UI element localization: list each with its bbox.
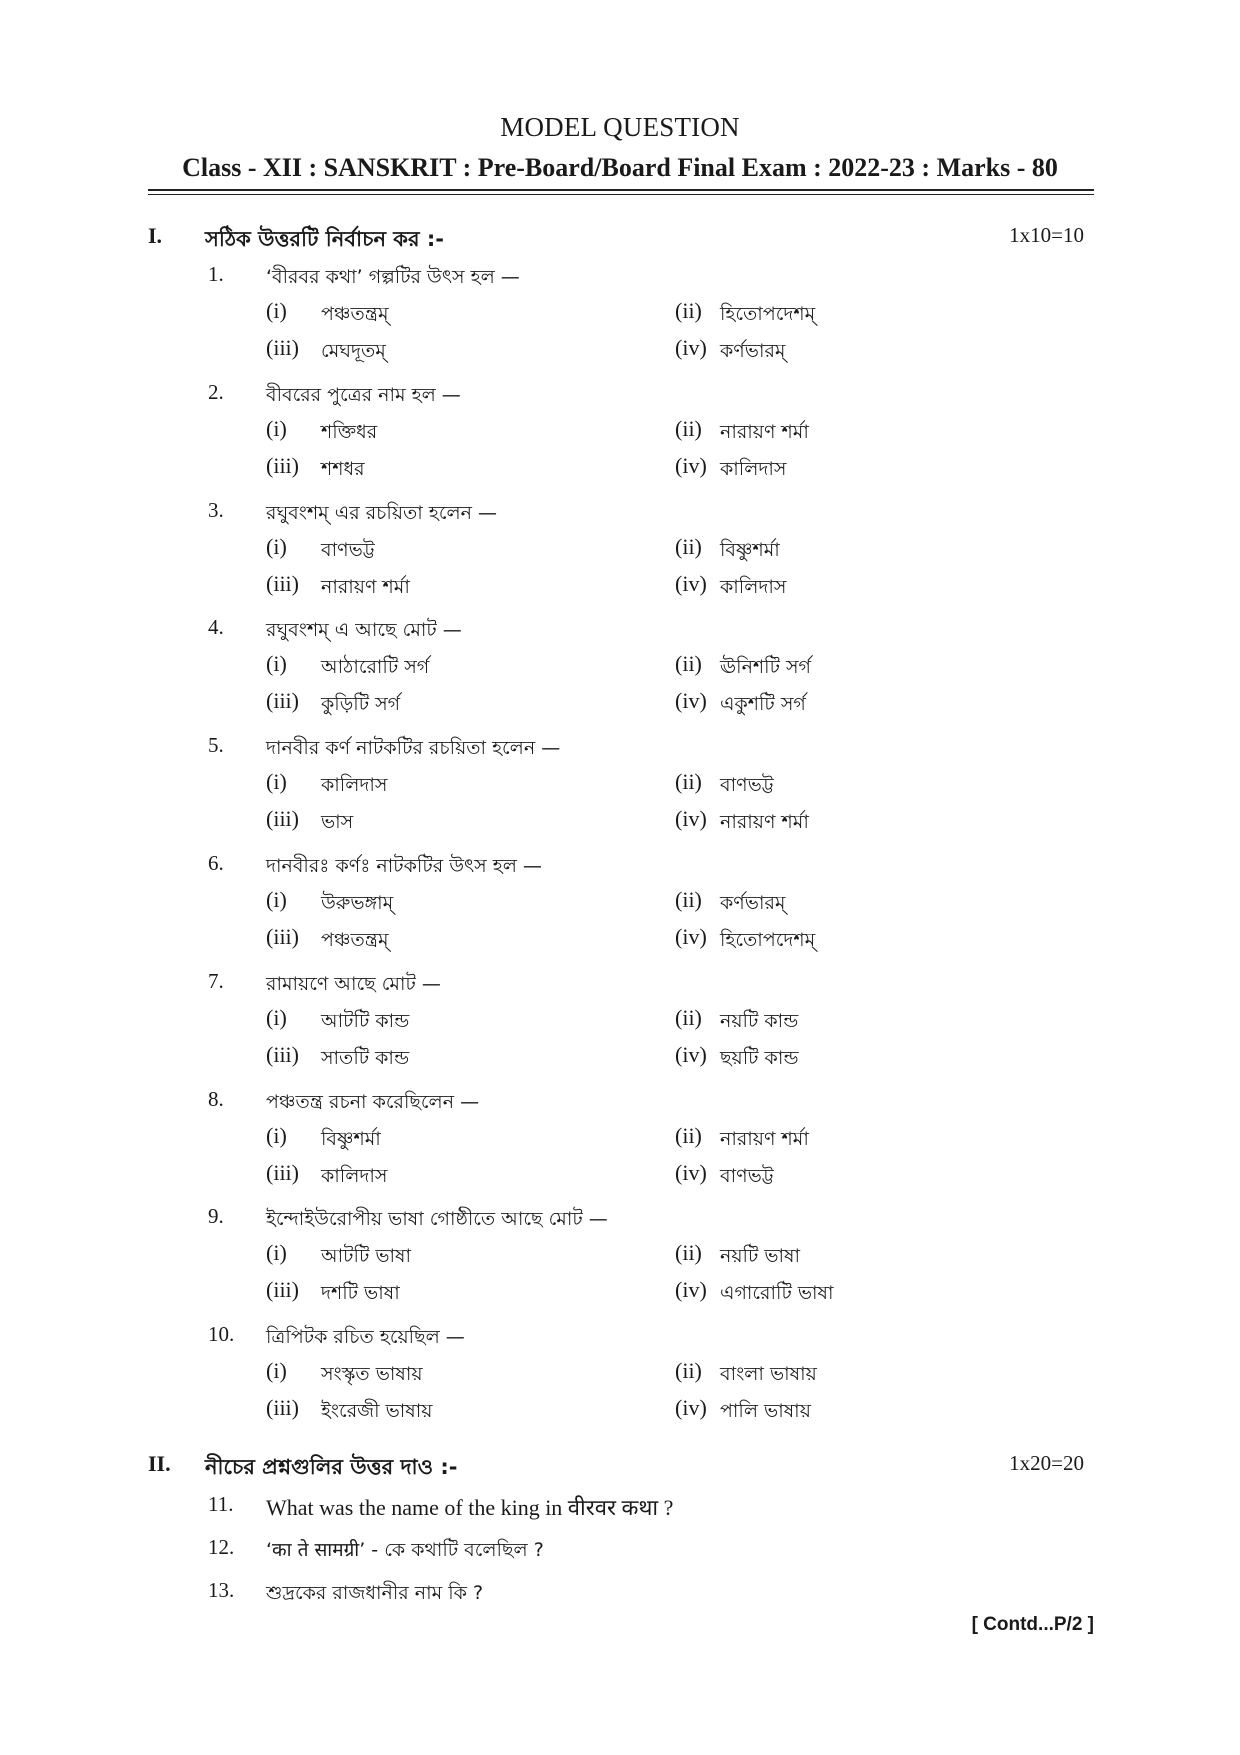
option-text: কালিদাস (720, 458, 787, 480)
option-label: (i) (266, 1005, 287, 1030)
option-text: কালিদাস (321, 1165, 388, 1187)
option-label: (iii) (266, 1395, 299, 1420)
option-text: কর্ণভারম্ (720, 340, 786, 362)
question-text: দানবীরঃ কর্ণঃ নাটকটির উৎস হল — (266, 855, 542, 877)
option-label: (iii) (266, 1277, 299, 1302)
option-label: (iii) (266, 1160, 299, 1185)
option-text: শশধর (321, 458, 365, 480)
question-number: 13. (208, 1578, 235, 1602)
option-text: বাণভট্ট (321, 539, 375, 561)
option-text: বিষ্ণুশর্মা (321, 1128, 381, 1150)
option-text: উরুভঙ্গাম্ (321, 892, 394, 914)
option-text: বাণভট্ট (720, 1165, 774, 1187)
question-text: রামায়ণে আছে মোট — (266, 973, 441, 995)
option-label: (ii) (675, 1240, 702, 1265)
section-title: নীচের প্রশ্নগুলির উত্তর দাও :- (205, 1455, 458, 1479)
option-label: (iv) (675, 1160, 707, 1185)
section-number: II. (148, 1451, 171, 1476)
option-text: বাণভট্ট (720, 774, 774, 796)
option-text: সংস্কৃত ভাষায় (321, 1363, 423, 1385)
option-text: হিতোপদেশম্ (720, 929, 816, 951)
option-text: শক্তিধর (321, 421, 378, 443)
option-label: (iii) (266, 924, 299, 949)
question-number: 2. (208, 380, 224, 404)
option-label: (iv) (675, 335, 707, 360)
option-label: (ii) (675, 1358, 702, 1383)
option-text: কালিদাস (321, 774, 388, 796)
option-label: (i) (266, 534, 287, 559)
question-number: 6. (208, 851, 224, 875)
question-text: ইন্দোইউরোপীয় ভাষা গোষ্ঠীতে আছে মোট — (266, 1208, 608, 1230)
question-number: 11. (208, 1492, 234, 1516)
option-text: পালি ভাষায় (720, 1400, 811, 1422)
section-marks: 1x10=10 (1009, 223, 1084, 247)
option-text: বাংলা ভাষায় (720, 1363, 817, 1385)
option-label: (i) (266, 651, 287, 676)
question-number: 4. (208, 615, 224, 639)
option-label: (ii) (675, 534, 702, 559)
section-heading (148, 223, 1094, 253)
question-text: রঘুবংশম্ এ আছে মোট — (266, 619, 462, 641)
option-label: (iii) (266, 1042, 299, 1067)
option-label: (i) (266, 1358, 287, 1383)
question-text: শুদ্রকের রাজধানীর নাম কি ? (266, 1582, 484, 1604)
option-label: (iv) (675, 453, 707, 478)
question-text: বীবরের পুত্রের নাম হল — (266, 384, 461, 406)
option-text: কর্ণভারম্ (720, 892, 786, 914)
option-text: আঠারোটি সর্গ (321, 656, 430, 678)
option-text: হিতোপদেশম্ (720, 303, 816, 325)
question-number: 3. (208, 498, 224, 522)
option-text: ঊনিশটি সর্গ (720, 656, 811, 678)
option-label: (ii) (675, 298, 702, 323)
option-text: নারায়ণ শর্মা (720, 811, 809, 833)
option-text: ভাস (321, 811, 354, 833)
option-text: আটটি কান্ড (321, 1010, 410, 1032)
header-rule-top (148, 189, 1094, 191)
option-label: (i) (266, 769, 287, 794)
question-number: 12. (208, 1535, 235, 1559)
question-text: What was the name of the king in वीरवर कथा ? (266, 1495, 674, 1520)
option-label: (iii) (266, 335, 299, 360)
question-number: 7. (208, 969, 224, 993)
option-text: নারায়ণ শর্মা (720, 421, 809, 443)
question-text: দানবীর কর্ণ নাটকটির রচয়িতা হলেন — (266, 737, 561, 759)
option-label: (i) (266, 416, 287, 441)
option-label: (iii) (266, 453, 299, 478)
option-text: পঞ্চতন্ত্রম্ (321, 303, 389, 325)
question-text: ‘বীরবর কথা’ গল্পটির উৎস হল — (266, 266, 520, 288)
question-text: ত্রিপিটক রচিত হয়েছিল — (266, 1326, 465, 1348)
question-number: 9. (208, 1204, 224, 1228)
option-label: (ii) (675, 651, 702, 676)
option-label: (iii) (266, 806, 299, 831)
question-number: 5. (208, 733, 224, 757)
option-label: (ii) (675, 1005, 702, 1030)
option-text: একুশটি সর্গ (720, 693, 806, 715)
option-text: নারায়ণ শর্মা (321, 576, 410, 598)
option-label: (i) (266, 298, 287, 323)
header-rule-bottom (148, 194, 1094, 195)
option-label: (ii) (675, 416, 702, 441)
option-text: ইংরেজী ভাষায় (321, 1400, 433, 1422)
option-text: নারায়ণ শর্মা (720, 1128, 809, 1150)
section-marks: 1x20=20 (1009, 1451, 1084, 1475)
option-label: (iii) (266, 571, 299, 596)
page-subtitle: Class - XII : SANSKRIT : Pre-Board/Board Final Exam : 2022-23 : Marks - 80 (182, 153, 1058, 182)
continued-note: [ Contd...P/2 ] (971, 1614, 1094, 1635)
option-label: (iv) (675, 1042, 707, 1067)
question-text: ‘का ते सामग्री’ - কে কথাটি বলেছিল ? (266, 1539, 544, 1561)
option-label: (i) (266, 887, 287, 912)
option-text: বিষ্ণুশর্মা (720, 539, 780, 561)
question-text: পঞ্চতন্ত্র রচনা করেছিলেন — (266, 1091, 480, 1113)
question-number: 8. (208, 1087, 224, 1111)
option-label: (iv) (675, 806, 707, 831)
option-text: কালিদাস (720, 576, 787, 598)
option-text: নয়টি কান্ড (720, 1010, 799, 1032)
option-label: (iii) (266, 688, 299, 713)
section-heading (148, 1451, 1094, 1481)
option-label: (i) (266, 1240, 287, 1265)
option-label: (ii) (675, 1123, 702, 1148)
section-number: I. (148, 223, 163, 248)
option-text: দশটি ভাষা (321, 1282, 400, 1304)
option-text: পঞ্চতন্ত্রম্ (321, 929, 389, 951)
option-label: (ii) (675, 887, 702, 912)
question-number: 1. (208, 262, 224, 286)
option-label: (iv) (675, 571, 707, 596)
page-title: MODEL QUESTION (500, 112, 740, 142)
option-text: আটটি ভাষা (321, 1245, 411, 1267)
option-text: এগারোটি ভাষা (720, 1282, 834, 1304)
option-label: (ii) (675, 769, 702, 794)
option-label: (iv) (675, 1395, 707, 1420)
option-text: মেঘদূতম্ (321, 340, 386, 362)
option-text: কুড়িটি সর্গ (321, 693, 401, 715)
option-text: নয়টি ভাষা (720, 1245, 801, 1267)
question-text: রঘুবংশম্ এর রচয়িতা হলেন — (266, 502, 498, 524)
option-label: (i) (266, 1123, 287, 1148)
option-text: সাতটি কান্ড (321, 1047, 410, 1069)
option-label: (iv) (675, 688, 707, 713)
option-text: ছয়টি কান্ড (720, 1047, 799, 1069)
section-title: সঠিক উত্তরটি নির্বাচন কর :- (205, 227, 444, 251)
option-label: (iv) (675, 924, 707, 949)
option-label: (iv) (675, 1277, 707, 1302)
question-number: 10. (208, 1322, 235, 1346)
